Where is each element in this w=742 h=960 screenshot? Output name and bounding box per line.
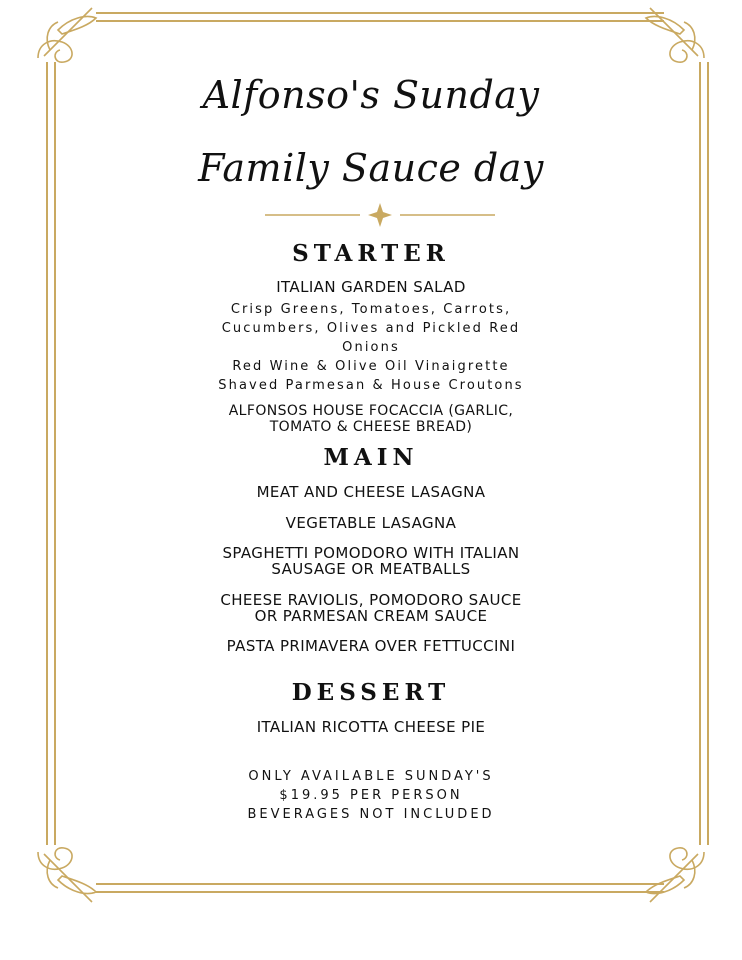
ornament-corner-icon <box>646 8 704 62</box>
price-note: $19.95 PER PERSON <box>279 788 463 803</box>
menu-item-meat-lasagna: MEAT AND CHEESE LASAGNA <box>256 483 486 501</box>
beverages-note: BEVERAGES NOT INCLUDED <box>247 807 495 822</box>
item-line: CHEESE RAVIOLIS, POMODORO SAUCE <box>220 591 522 609</box>
item-line: SAUSAGE OR MEATBALLS <box>271 560 471 578</box>
ornament-corner-icon <box>646 848 704 902</box>
salad-desc-line: Crisp Greens, Tomatoes, Carrots, <box>230 302 512 317</box>
item-line: SPAGHETTI POMODORO WITH ITALIAN <box>222 544 520 562</box>
menu-title-line-1: Alfonso's Sunday <box>202 73 540 117</box>
salad-desc-line: Shaved Parmesan & House Croutons <box>218 378 524 393</box>
salad-desc-line: Onions <box>342 340 400 355</box>
focaccia-line: ALFONSOS HOUSE FOCACCIA (GARLIC, <box>228 403 514 419</box>
availability-note: ONLY AVAILABLE SUNDAY'S <box>248 769 494 784</box>
menu-footer <box>0 767 742 824</box>
section-heading-dessert: DESSERT <box>291 679 451 706</box>
section-heading-starter: STARTER <box>292 240 450 267</box>
menu-item-ricotta-pie: ITALIAN RICOTTA CHEESE PIE <box>256 718 486 736</box>
menu-item-focaccia <box>0 403 742 435</box>
menu-item-garden-salad: ITALIAN GARDEN SALAD <box>276 278 466 296</box>
ornament-corner-icon <box>38 8 96 62</box>
salad-desc-line: Red Wine & Olive Oil Vinaigrette <box>232 359 510 374</box>
menu-item-vegetable-lasagna: VEGETABLE LASAGNA <box>285 514 457 532</box>
star-divider-icon <box>265 203 495 227</box>
menu-title-line-2: Family Sauce day <box>198 146 544 190</box>
salad-desc-line: Cucumbers, Olives and Pickled Red <box>221 321 521 336</box>
menu-item-spaghetti-pomodoro <box>0 545 742 577</box>
salad-description <box>0 300 742 395</box>
section-heading-main: MAIN <box>323 444 419 471</box>
menu-item-cheese-raviolis <box>0 592 742 624</box>
item-line: OR PARMESAN CREAM SAUCE <box>254 607 488 625</box>
menu-item-pasta-primavera: PASTA PRIMAVERA OVER FETTUCCINI <box>226 637 516 655</box>
ornament-corner-icon <box>38 848 96 902</box>
focaccia-line: TOMATO & CHEESE BREAD) <box>269 419 473 435</box>
